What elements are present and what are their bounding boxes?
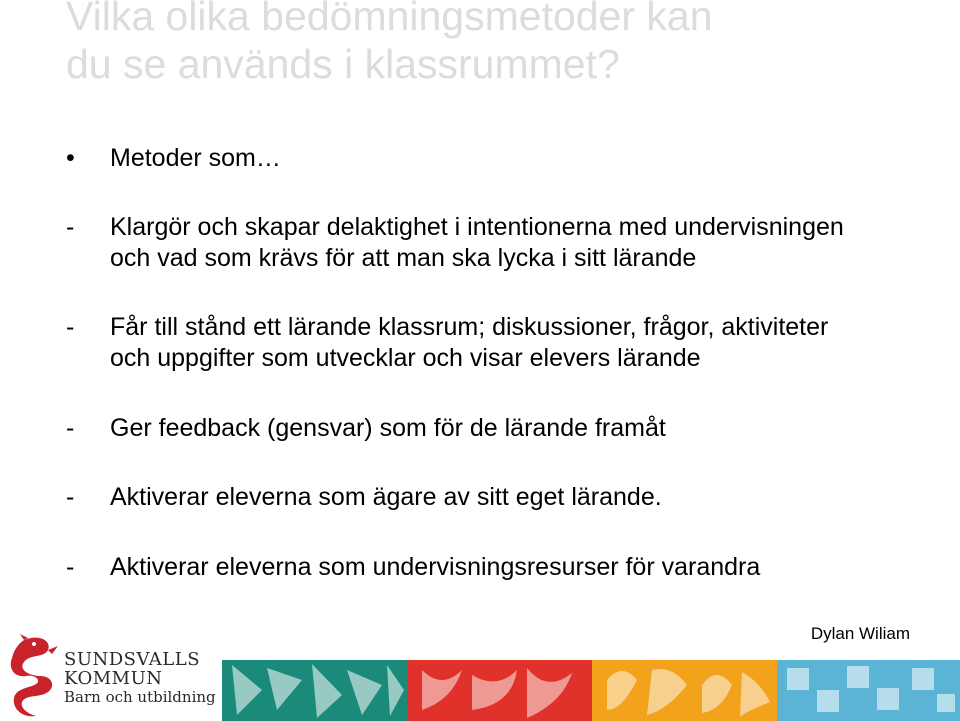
list-item-line: Får till stånd ett lärande klassrum; diskussioner, frågor, aktiviteter bbox=[110, 313, 829, 341]
bullet-dot: • bbox=[66, 144, 75, 172]
dash-marker: - bbox=[66, 313, 75, 341]
dash-marker: - bbox=[66, 483, 75, 511]
list-item-line: Klargör och skapar delaktighet i intentionerna med undervisningen bbox=[110, 213, 844, 241]
list-item-line: och uppgifter som utvecklar och visar elevers lärande bbox=[110, 344, 701, 372]
list-item-line: och vad som krävs för att man ska lycka i sitt lärande bbox=[110, 244, 697, 272]
slide-title bbox=[66, 0, 946, 88]
list-item-line: Ger feedback (gensvar) som för de lärande framåt bbox=[110, 414, 666, 442]
dash-marker: - bbox=[66, 553, 75, 581]
title-line-1: Vilka olika bedömningsmetoder kan bbox=[66, 0, 713, 39]
bullet-text: Metoder som… bbox=[110, 144, 281, 172]
dragon-crest-icon bbox=[4, 634, 62, 721]
title-line-2: du se används i klassrummet? bbox=[66, 41, 620, 87]
dash-marker: - bbox=[66, 213, 75, 241]
list-item-line: Aktiverar eleverna som undervisningsresurser för varandra bbox=[110, 553, 761, 581]
municipality-logo bbox=[4, 634, 219, 721]
logo-line-1: SUNDSVALLS bbox=[64, 649, 201, 670]
dash-marker: - bbox=[66, 414, 75, 442]
decorative-pattern-band bbox=[222, 660, 960, 721]
logo-line-3: Barn och utbildning bbox=[64, 688, 216, 706]
logo-line-2: KOMMUN bbox=[64, 668, 163, 689]
author-credit: Dylan Wiliam bbox=[810, 624, 910, 643]
list-item-line: Aktiverar eleverna som ägare av sitt eget lärande. bbox=[110, 483, 662, 511]
